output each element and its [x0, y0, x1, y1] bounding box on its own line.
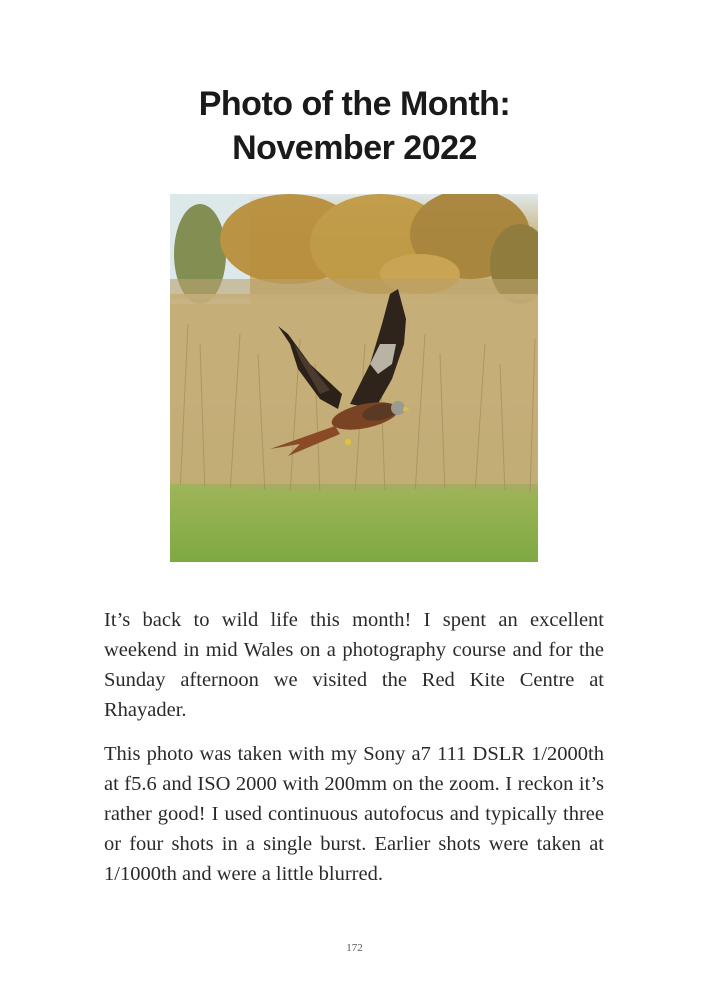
red-kite-photo [170, 194, 538, 562]
article-body [104, 605, 604, 903]
title-line-2: November 2022 [232, 129, 477, 167]
page-number: 172 [346, 942, 363, 954]
page-title [0, 82, 709, 170]
title-line-1: Photo of the Month: [198, 85, 511, 123]
paragraph: This photo was taken with my Sony a7 111 DSLR 1/2000th at f5.6 and ISO 2000 with 200mm on the zoom. I reckon it’s rather good! I used continuous autofocus and typically three or four shots in a single burst. Earlier shots were taken at 1/1000th and were a little blurred. [104, 743, 604, 885]
paragraph: It’s back to wild life this month! I spent an excellent weekend in mid Wales on a photography course and for the Sunday afternoon we visited the Red Kite Centre at Rhayader. [104, 609, 604, 721]
